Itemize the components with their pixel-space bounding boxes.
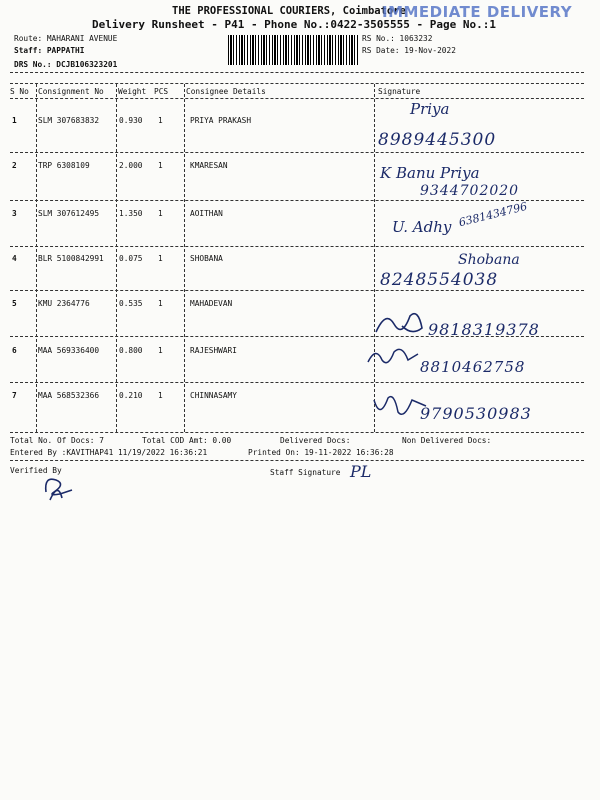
table-top-rule (10, 83, 584, 84)
printed-on: Printed On: 19-11-2022 16:36:28 (248, 448, 394, 457)
col-consignee: Consignee Details (186, 87, 266, 96)
staff-signature-label: Staff Signature (270, 468, 341, 477)
row-divider (10, 200, 584, 201)
row-weight: 2.000 (119, 161, 143, 170)
row-consignment: BLR 5100842991 (38, 254, 104, 263)
row-pcs: 1 (158, 346, 163, 355)
runsheet-title: Delivery Runsheet - P41 - Phone No.:0422-3505555 - Page No.:1 (92, 18, 496, 31)
signature-scribble (364, 342, 424, 372)
row-consignment: SLM 307683832 (38, 116, 100, 125)
delivery-stamp: IMMEDIATE DELIVERY (382, 3, 573, 21)
row-sno: 6 (12, 346, 17, 355)
company-title: THE PROFESSIONAL COURIERS, Coimbatore (172, 5, 406, 17)
signature-name: U. Adhy (392, 218, 452, 236)
staff-initials: PL (350, 462, 372, 481)
signature-phone: 9818319378 (428, 320, 540, 339)
row-pcs: 1 (158, 254, 163, 263)
row-pcs: 1 (158, 209, 163, 218)
barcode-image (228, 35, 358, 65)
rs-date: RS Date: 19-Nov-2022 (362, 46, 456, 55)
row-divider (10, 336, 584, 337)
row-consignee: CHINNASAMY (190, 391, 237, 400)
col-weight: Weight (118, 87, 147, 96)
row-consignee: AOITHAN (190, 209, 223, 218)
signature-phone: 8248554038 (380, 270, 499, 290)
row-consignee: KMARESAN (190, 161, 228, 170)
table-bottom-rule (10, 432, 584, 433)
verified-by-label: Verified By (10, 466, 62, 475)
row-weight: 0.930 (119, 116, 143, 125)
row-divider (10, 382, 584, 383)
staff-label: Staff: PAPPATHI (14, 46, 85, 55)
row-sno: 2 (12, 161, 17, 170)
row-pcs: 1 (158, 116, 163, 125)
signature-name: K Banu Priya (380, 164, 480, 182)
col-separator (36, 84, 37, 432)
row-pcs: 1 (158, 161, 163, 170)
row-weight: 0.210 (119, 391, 143, 400)
row-weight: 0.075 (119, 254, 143, 263)
row-weight: 0.800 (119, 346, 143, 355)
rs-number: RS No.: 1063232 (362, 34, 433, 43)
row-weight: 1.350 (119, 209, 143, 218)
row-consignee: RAJESHWARI (190, 346, 237, 355)
row-divider (10, 246, 584, 247)
col-separator (184, 84, 185, 432)
row-consignee: SHOBANA (190, 254, 223, 263)
row-consignment: TRP 6308109 (38, 161, 90, 170)
row-sno: 5 (12, 299, 17, 308)
route-label: Route: MAHARANI AVENUE (14, 34, 118, 43)
footer-divider (10, 460, 584, 461)
row-consignment: MAA 568532366 (38, 391, 100, 400)
row-weight: 0.535 (119, 299, 143, 308)
row-consignment: KMU 2364776 (38, 299, 90, 308)
signature-phone: 8989445300 (378, 130, 497, 150)
row-sno: 3 (12, 209, 17, 218)
drs-number: DRS No.: DCJB106323201 (14, 60, 118, 69)
entered-by: Entered By :KAVITHAP41 11/19/2022 16:36:21 (10, 448, 208, 457)
row-divider (10, 152, 584, 153)
row-pcs: 1 (158, 391, 163, 400)
delivered-docs: Delivered Docs: (280, 436, 351, 445)
col-separator (116, 84, 117, 432)
row-pcs: 1 (158, 299, 163, 308)
header-divider (10, 72, 584, 73)
row-consignment: SLM 307612495 (38, 209, 100, 218)
non-delivered-docs: Non Delivered Docs: (402, 436, 492, 445)
total-cod: Total COD Amt: 0.00 (142, 436, 232, 445)
verifier-signature (40, 470, 76, 502)
signature-phone: 9344702020 (420, 183, 520, 199)
total-docs: Total No. Of Docs: 7 (10, 436, 104, 445)
signature-phone: 9790530983 (420, 404, 532, 423)
row-consignment: MAA 569336400 (38, 346, 100, 355)
row-sno: 4 (12, 254, 17, 263)
header-bottom-rule (10, 98, 584, 99)
col-pcs: PCS (154, 87, 169, 96)
row-consignee: PRIYA PRAKASH (190, 116, 252, 125)
col-separator (374, 84, 375, 432)
row-sno: 7 (12, 391, 17, 400)
col-consignment: Consignment No (38, 87, 104, 96)
col-signature: Signature (378, 87, 421, 96)
signature-phone: 6381434796 (457, 199, 529, 230)
signature-name: Priya (410, 100, 450, 118)
row-sno: 1 (12, 116, 17, 125)
row-divider (10, 290, 584, 291)
signature-name: Shobana (458, 252, 520, 268)
signature-phone: 8810462758 (420, 358, 526, 376)
col-sno: S No (10, 87, 29, 96)
row-consignee: MAHADEVAN (190, 299, 233, 308)
